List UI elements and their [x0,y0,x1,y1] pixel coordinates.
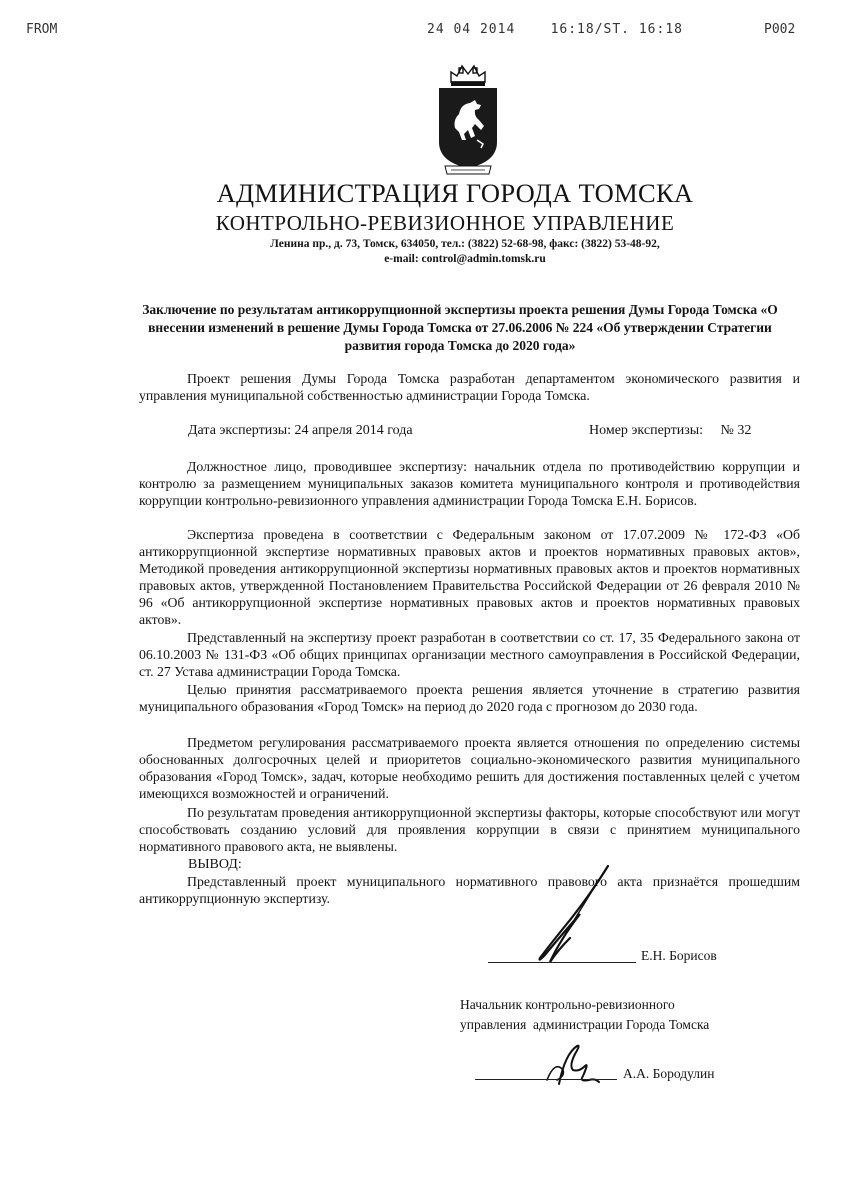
official-paragraph: Должностное лицо, проводившее экспертизу: начальник отдела по противодействию коррупции и контролю за размещением муниципальных заказов комитета муниципального контроля и противодействия коррупции контрольно-ревизионного управления администрации Города Томска Е.Н. Борисов. [139,459,800,508]
conclusion-paragraph: Представленный проект муниципального нормативного правового акта признаётся прошедшим антикоррупционную экспертизу. [139,874,800,906]
expertise-date: Дата экспертизы: 24 апреля 2014 года [188,423,413,438]
signer-2-name: А.А. Бородулин [623,1066,715,1081]
conclusion-label: ВЫВОД: [188,857,242,872]
signature-borisov-icon [500,862,640,972]
email-line: e-mail: control@admin.tomsk.ru [384,253,546,265]
results-paragraph: По результатам проведения антикоррупционной экспертизы факторы, которые способствуют или могут способствовать созданию условий для проявления коррупции в связи с принятием муниципального нормативного правового акта, не выявлены. [139,805,800,854]
document-heading: Заключение по результатам антикоррупционной экспертизы проекта решения Думы Города Томска «О внесении изменений в решение Думы Города Томска от 27.06.2006 № 224 «Об утверждении Стратегии развития города Томска до 2020 года» [142,302,778,353]
fax-page-number: P002 [764,22,796,37]
organization-title: АДМИНИСТРАЦИЯ ГОРОДА ТОМСКА [216,178,694,208]
department-title: КОНТРОЛЬНО-РЕВИЗИОННОЕ УПРАВЛЕНИЕ [215,211,675,235]
basis-paragraph: Экспертиза проведена в соответствии с Федеральным законом от 17.07.2009 № 172-ФЗ «Об антикоррупционной экспертизе нормативных правовых актов и проектов нормативных правовых актов», Методикой проведения антикоррупционной экспертизы нормативных правовых актов и проектов нормативных правовых актов, утвержденной Постановлением Правительства Российской Федерации от 26 февраля 2010 № 96 «Об антикоррупционной экспертизе нормативных правовых актов и проектов нормативных правовых актов». [139,527,800,627]
subject-paragraph: Предметом регулирования рассматриваемого проекта является отношения по определению системы обоснованных долгосрочных целей и приоритетов социально-экономического развития муниципального образования «Город Томск», задач, которые необходимо решить для достижения поставленных целей с учетом имеющихся возможностей и ограничений. [139,735,800,801]
address-line: Ленина пр., д. 73, Томск, 634050, тел.: (3822) 52-68-98, факс: (3822) 53-48-92, [270,238,660,250]
signer-1-name: Е.Н. Борисов [641,948,717,963]
expertise-number: Номер экспертизы: № 32 [589,423,752,438]
signer-2-title-line-1: Начальник контрольно-ревизионного [460,997,675,1012]
fax-datetime: 24 04 2014 16:18/ST. 16:18 [427,22,683,37]
signature-borodulin-icon [535,1040,605,1090]
tomsk-coat-of-arms-icon [437,60,499,178]
signer-2-title-line-2: управления администрации Города Томска [460,1017,710,1032]
goal-paragraph: Целью принятия рассматриваемого проекта решения является уточнение в стратегию развития муниципального образования «Город Томск» на период до 2020 года с прогнозом до 2030 года. [139,682,800,714]
consistency-paragraph: Представленный на экспертизу проект разработан в соответствии со ст. 17, 35 Федерального закона от 06.10.2003 № 131-ФЗ «Об общих принципах организации местного самоуправления в Российской Федерации, ст. 27 Устава администрации Города Томска. [139,630,800,679]
fax-from-label: FROM [26,22,58,37]
signer-2-title [460,995,709,1035]
signature-line-1 [488,962,636,963]
project-paragraph: Проект решения Думы Города Томска разработан департаментом экономического развития и управления муниципальной собственностью администрации Города Томска. [139,371,800,403]
signature-line-2 [475,1079,617,1080]
